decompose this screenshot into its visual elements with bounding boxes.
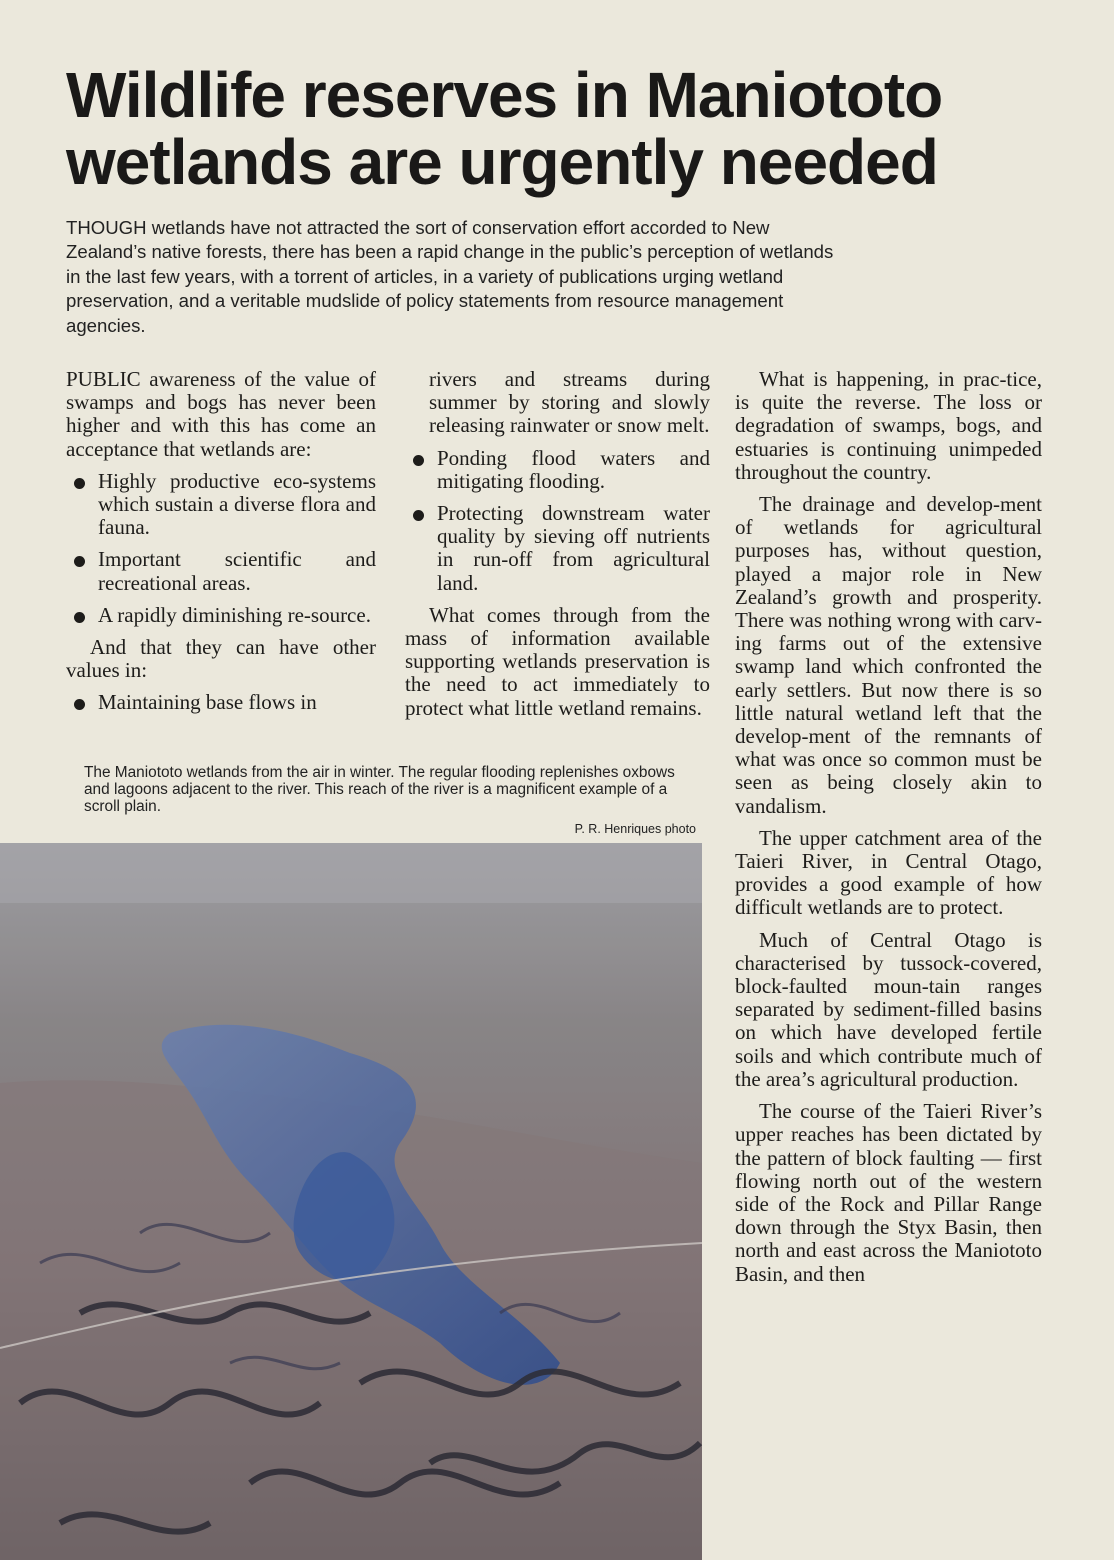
wetland-aerial-image [0,843,702,1560]
col2-bullet-continuation: rivers and streams during summer by storing and slowly releasing rainwater or snow melt. [429,367,710,438]
bullet-icon [74,478,85,489]
bullet-text: Maintaining base flows in [98,690,317,715]
col1-bullet-4 [66,691,376,714]
headline-line-2: wetlands are urgently needed [66,126,938,198]
bullet-icon [74,556,85,567]
col3-paragraph-5: The course of the Taieri River’s upper reaches has been dictated by the pattern of block faulting — first flowing north out of the western side of the Rock and Pillar Range down through the Styx Basin, then north and east across the Maniototo Basin, and then [735,1099,1042,1286]
col2-bullet-2 [405,502,710,595]
bullet-text: Important scientific and recreational areas. [98,547,376,595]
article-headline [66,59,1076,198]
col2-paragraph-1: What comes through from the mass of information available supporting wetlands preservation is the need to act immediately to protect what little wetland remains. [405,602,710,720]
headline-line-1: Wildlife reserves in Maniototo [66,59,943,131]
bullet-icon [74,699,85,710]
col1-bullet-1 [66,470,376,540]
col3-paragraph-4: Much of Central Otago is characterised by tussock-covered, block-faulted moun-tain ranges separated by sediment-filled basins on which have developed fertile soils and which contribute much of the area’s agricultural production. [735,927,1042,1091]
col3-paragraph-2: The drainage and develop-ment of wetlands for agricultural purposes has, without question, played a major role in New Zealand’s growth and prosperity. There was nothing wrong with carv-ing farms out of the extensive swamp land which confronted the early settlers. But now there is so little natural wetland left that the develop-ment of the remnants of what was once so common must be seen as being closely akin to vandalism. [735,492,1042,818]
col1-bullet-2 [66,548,376,594]
photo-credit: P. R. Henriques photo [574,822,696,836]
photo-caption: The Maniototo wetlands from the air in winter. The regular flooding replenishes oxbows and lagoons adjacent to the river. This reach of the river is a magnificent example of a scroll plain. [84,764,675,815]
col1-paragraph-1: PUBLIC awareness of the value of swamps and bogs has never been higher and with this has come an acceptance that wetlands are: [66,367,376,461]
bullet-text: Ponding flood waters and mitigating flooding. [437,445,710,493]
bullet-text: A rapidly diminishing re-source. [98,602,371,627]
bullet-icon [413,510,424,521]
col2-bullet-1 [405,447,710,493]
bullet-text: Protecting downstream water quality by sieving off nutrients in run-off from agricultural land. [437,501,710,595]
col3-paragraph-1: What is happening, in prac-tice, is quite the reverse. The loss or degradation of swamps, bogs, and estuaries is continuing unimpeded throughout the country. [735,367,1042,484]
aerial-photo [0,843,702,1560]
column-3 [735,368,1042,1295]
col1-paragraph-2: And that they can have other values in: [66,635,376,683]
bullet-text: Highly productive eco-systems which sustain a diverse flora and fauna. [98,468,376,540]
bullet-icon [413,455,424,466]
column-1 [66,368,376,724]
col3-paragraph-3: The upper catchment area of the Taieri River, in Central Otago, provides a good example of how difficult wetlands are to protect. [735,825,1042,920]
col1-bullet-3 [66,604,376,627]
bullet-icon [74,612,85,623]
column-2 [405,368,710,729]
intro-paragraph: THOUGH wetlands have not attracted the sort of conservation effort accorded to New Zealand’s native forests, there has been a rapid change in the public’s perception of wetlands in the last few years, with a torrent of articles, in a variety of publications urging wetland preservation, and a veritable mudslide of policy statements from resource management agencies. [66,217,834,336]
